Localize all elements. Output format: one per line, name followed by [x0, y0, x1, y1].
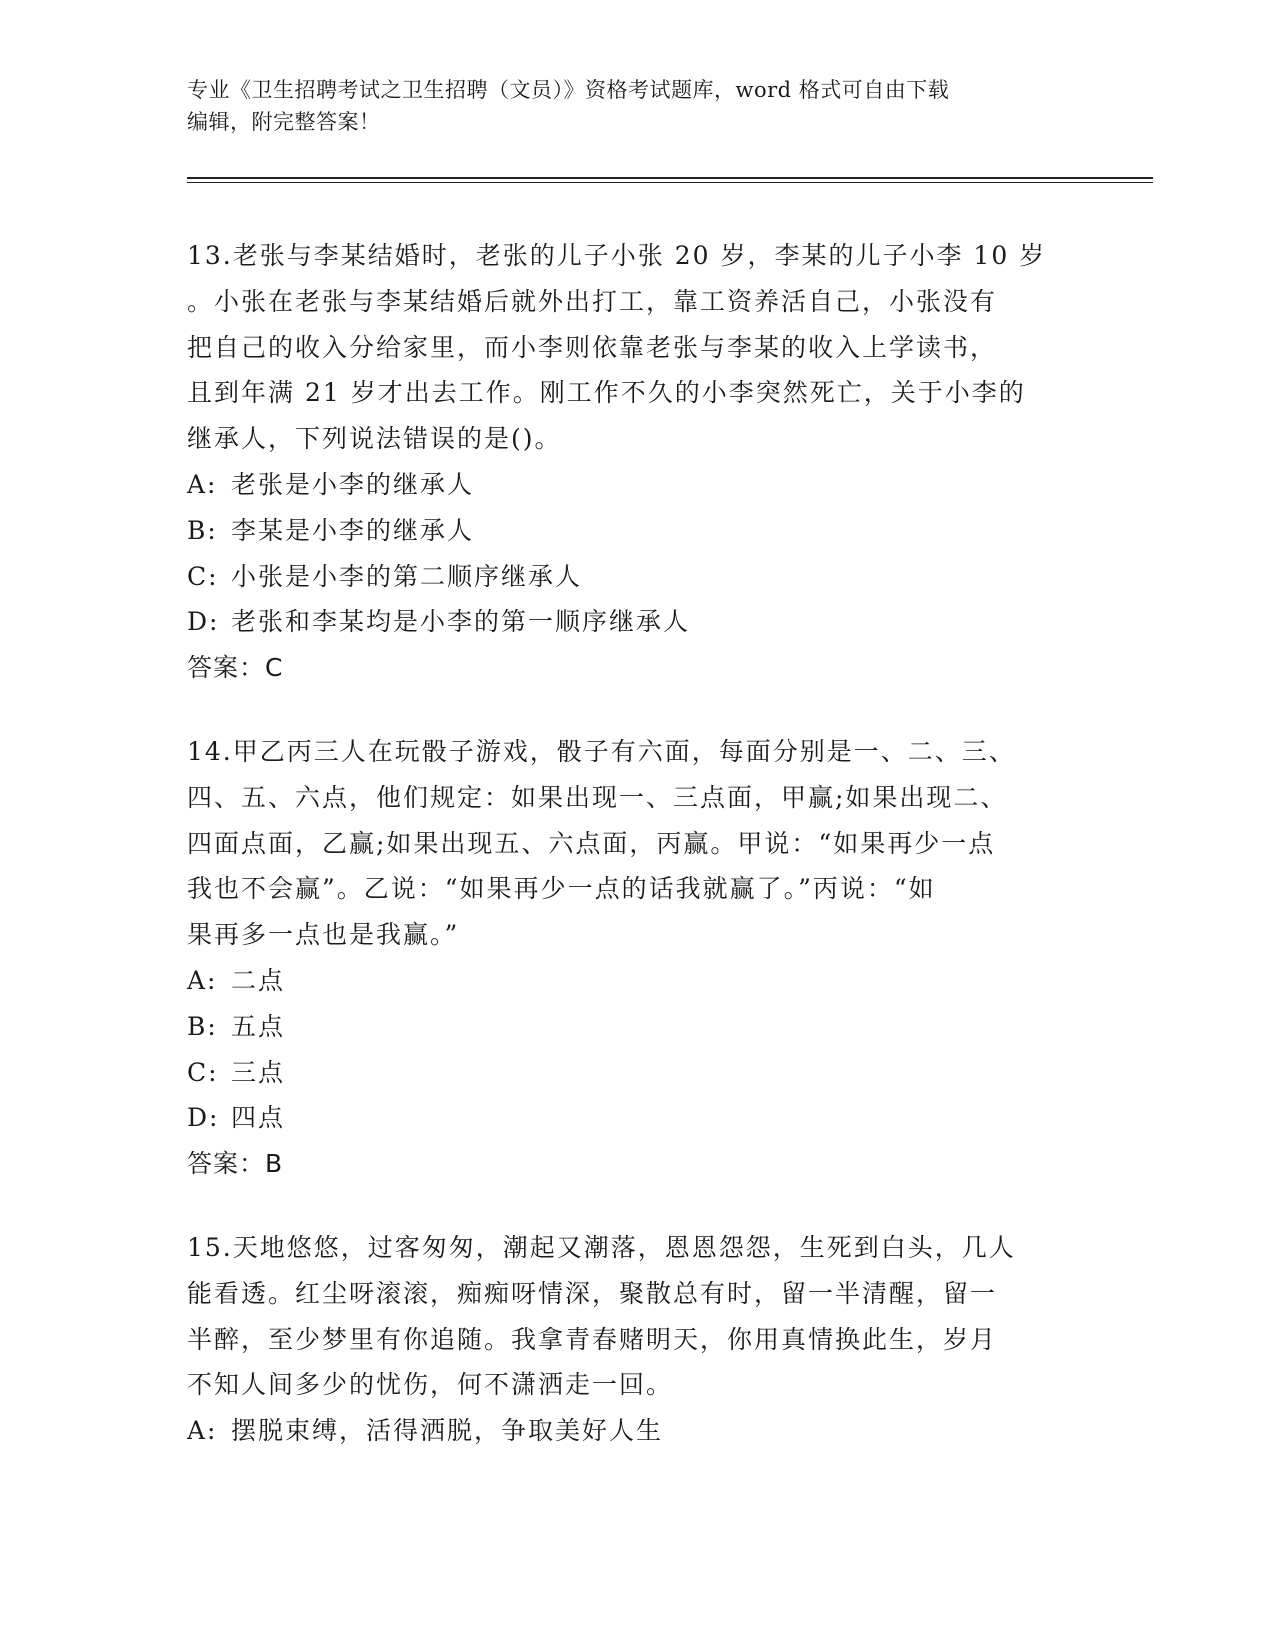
option-key: A:: [187, 965, 218, 995]
option-key: A:: [187, 1416, 218, 1446]
question-line: 我也不会赢”。乙说：“如果再少一点的话我就赢了。”丙说：“如: [187, 874, 936, 904]
question-15: [187, 1225, 1067, 1454]
question-line: 13.老张与李某结婚时，老张的儿子小张 20 岁，李某的儿子小李 10 岁: [187, 241, 1047, 270]
header-rule-thick: [187, 177, 1153, 179]
question-line: 且到年满 21 岁才出去工作。刚工作不久的小李突然死亡，关于小李的: [187, 378, 1026, 408]
question-line: 能看透。红尘呀滚滚，痴痴呀情深，聚散总有时，留一半清醒，留一: [187, 1278, 998, 1308]
question-14: [187, 729, 1067, 1187]
option-b: [187, 508, 1067, 554]
option-a: [187, 1408, 1067, 1454]
question-line: 不知人间多少的忧伤，何不潇洒走一回。: [187, 1370, 674, 1400]
answer-label: 答案：B: [187, 1149, 284, 1179]
option-text: 三点: [231, 1057, 286, 1087]
option-text: 四点: [231, 1103, 286, 1133]
question-line: 四、五、六点，他们规定：如果出现一、三点面，甲赢;如果出现二、: [187, 782, 1008, 812]
question-line: 半醉，至少梦里有你追随。我拿青春赌明天，你用真情换此生，岁月: [187, 1324, 998, 1354]
document-header: [187, 74, 1067, 138]
question-line: 继承人，下列说法错误的是()。: [187, 424, 562, 454]
question-line: 14.甲乙丙三人在玩骰子游戏，骰子有六面，每面分别是一、二、三、: [187, 736, 1016, 766]
question-13: [187, 233, 1067, 691]
option-key: D:: [187, 607, 220, 637]
option-text: 老张和李某均是小李的第一顺序继承人: [231, 607, 691, 637]
question-line: 。小张在老张与李某结婚后就外出打工，靠工资养活自己，小张没有: [187, 286, 998, 316]
option-key: D:: [187, 1103, 220, 1133]
option-text: 李某是小李的继承人: [231, 515, 475, 545]
question-list: [187, 233, 1067, 1492]
header-rule-thin: [187, 182, 1153, 183]
option-c: [187, 554, 1067, 600]
option-a: [187, 462, 1067, 508]
option-key: B:: [187, 515, 218, 545]
option-text: 老张是小李的继承人: [231, 469, 475, 499]
option-c: [187, 1050, 1067, 1096]
option-a: [187, 958, 1067, 1004]
header-line-1: 专业《卫生招聘考试之卫生招聘（文员）》资格考试题库，word 格式可自由下载: [187, 78, 950, 102]
option-d: [187, 599, 1067, 645]
question-line: 把自己的收入分给家里，而小李则依靠老张与李某的收入上学读书，: [187, 332, 998, 362]
option-key: A:: [187, 469, 218, 499]
option-key: C:: [187, 561, 219, 591]
question-line: 四面点面，乙赢;如果出现五、六点面，丙赢。甲说：“如果再少一点: [187, 828, 996, 858]
answer-label: 答案：C: [187, 653, 284, 683]
option-text: 二点: [231, 965, 286, 995]
question-line: 果再多一点也是我赢。”: [187, 920, 460, 950]
option-d: [187, 1095, 1067, 1141]
header-line-2: 编辑，附完整答案！: [187, 110, 381, 134]
option-text: 五点: [231, 1011, 286, 1041]
option-key: B:: [187, 1011, 218, 1041]
option-key: C:: [187, 1057, 219, 1087]
question-line: 15.天地悠悠，过客匆匆，潮起又潮落，恩恩怨怨，生死到白头，几人: [187, 1232, 1016, 1262]
option-b: [187, 1004, 1067, 1050]
option-text: 摆脱束缚，活得洒脱，争取美好人生: [231, 1416, 664, 1446]
option-text: 小张是小李的第二顺序继承人: [231, 561, 583, 591]
